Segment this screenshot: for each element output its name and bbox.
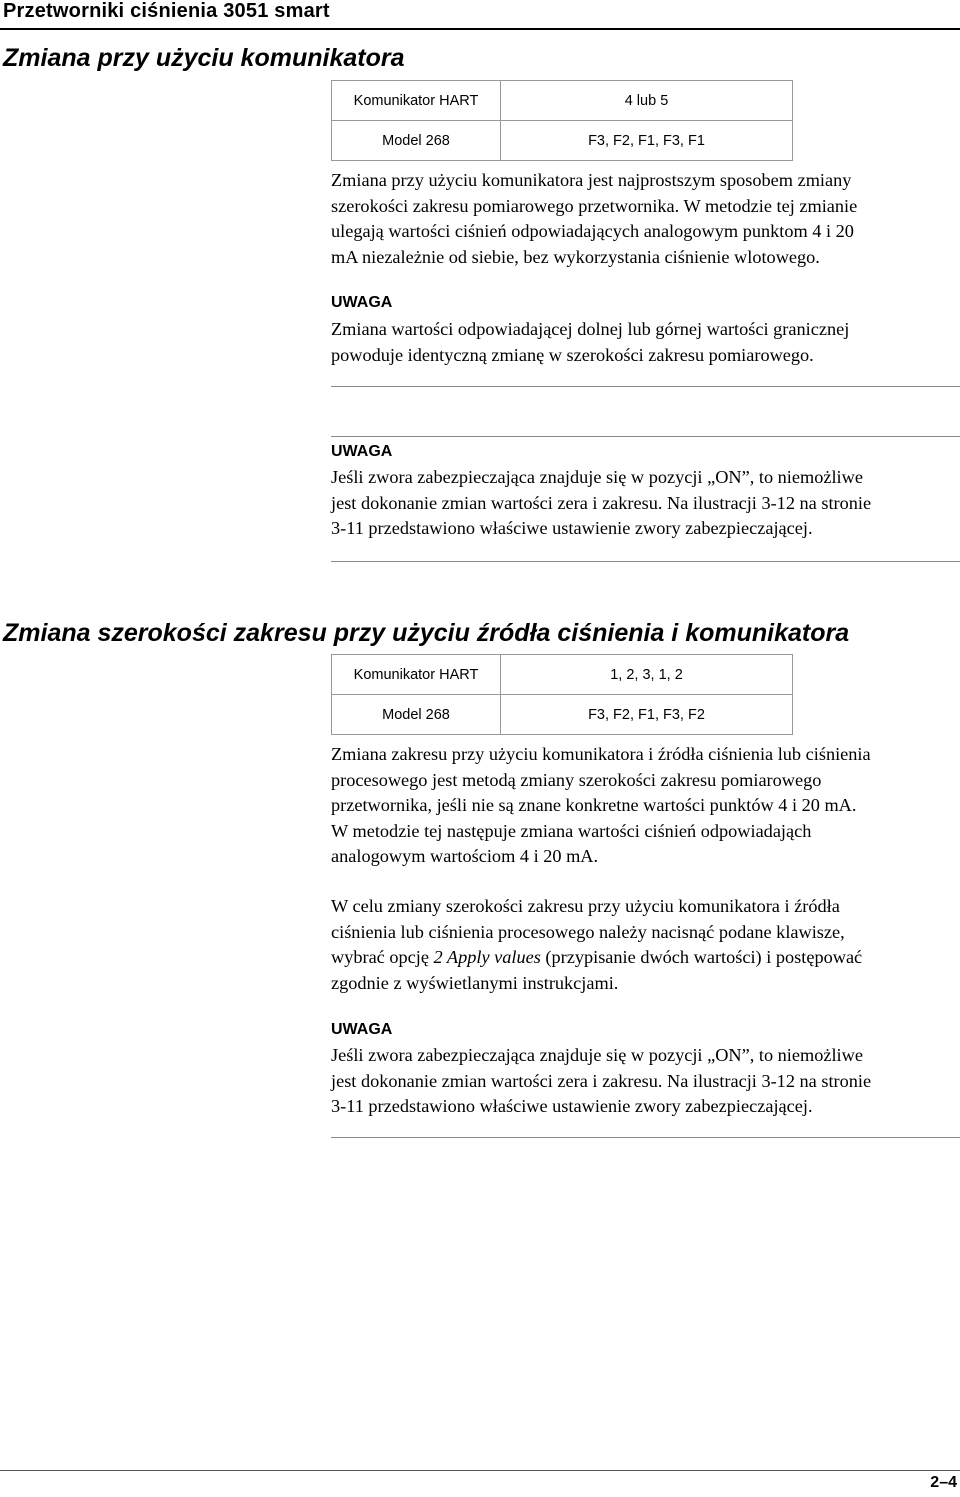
note-text <box>331 465 960 542</box>
keys-cell: F3, F2, F1, F3, F1 <box>501 121 793 161</box>
text-run: wybrać opcję <box>331 947 434 968</box>
text-line <box>331 945 960 971</box>
keys-cell: 4 lub 5 <box>501 81 793 121</box>
table-row <box>332 81 793 121</box>
keys-cell: F3, F2, F1, F3, F2 <box>501 695 793 735</box>
text-line: Zmiana zakresu przy użyciu komunikatora i źródła ciśnienia lub ciśnienia <box>331 744 871 764</box>
text-line: powoduje identyczną zmianę w szerokości zakresu pomiarowego. <box>331 344 814 365</box>
body-paragraph <box>331 742 960 870</box>
key-sequence-table <box>331 654 793 735</box>
table-row <box>332 121 793 161</box>
text-line: analogowym wartościom 4 i 20 mA. <box>331 846 599 867</box>
footer-rule <box>0 1470 960 1471</box>
text-line: ulegają wartości ciśnień odpowiadających analogowym punktom 4 i 20 <box>331 221 854 242</box>
text-line: ciśnienia lub ciśnienia procesowego należy nacisnąć podane klawisze, <box>331 921 845 942</box>
text-line: mA niezależnie od siebie, bez wykorzystania ciśnienie wlotowego. <box>331 246 820 267</box>
note-text <box>331 1043 960 1120</box>
note-rule <box>331 436 960 437</box>
key-sequence-table <box>331 80 793 161</box>
option-name: 2 Apply values <box>433 947 541 968</box>
text-line: zgodnie z wyświetlanymi instrukcjami. <box>331 972 619 993</box>
text-line: jest dokonanie zmian wartości zera i zakresu. Na ilustracji 3-12 na stronie <box>331 1070 872 1091</box>
note-rule <box>331 1137 960 1138</box>
note-heading: UWAGA <box>331 443 393 460</box>
device-cell: Model 268 <box>332 121 501 161</box>
text-line: Zmiana wartości odpowiadającej dolnej lub górnej wartości granicznej <box>331 319 850 339</box>
text-line: Jeśli zwora zabezpieczająca znajduje się w pozycji „ON”, to niemożliwe <box>331 1045 863 1065</box>
section-title: Zmiana przy użyciu komunikatora <box>3 44 405 72</box>
device-cell: Komunikator HART <box>332 81 501 121</box>
body-paragraph <box>331 894 960 996</box>
text-line: procesowego jest metodą zmiany szerokości zakresu pomiarowego <box>331 769 822 790</box>
note-rule <box>331 561 960 562</box>
running-header: Przetworniki ciśnienia 3051 smart <box>3 0 330 22</box>
table-row <box>332 695 793 735</box>
device-cell: Komunikator HART <box>332 655 501 695</box>
text-line: Jeśli zwora zabezpieczająca znajduje się w pozycji „ON”, to niemożliwe <box>331 467 863 487</box>
body-paragraph <box>331 168 960 270</box>
text-line: W metodzie tej następuje zmiana wartości ciśnień odpowiadająch <box>331 820 812 841</box>
header-rule <box>0 28 960 30</box>
text-line: 3-11 przedstawiono właściwe ustawienie zwory zabezpieczającej. <box>331 518 813 539</box>
text-run: (przypisanie dwóch wartości) i postępować <box>540 947 863 968</box>
text-line: szerokości zakresu pomiarowego przetwornika. W metodzie tej zmianie <box>331 195 858 216</box>
text-line: 3-11 przedstawiono właściwe ustawienie zwory zabezpieczającej. <box>331 1096 813 1117</box>
device-cell: Model 268 <box>332 695 501 735</box>
section-title: Zmiana szerokości zakresu przy użyciu źródła ciśnienia i komunikatora <box>3 619 850 647</box>
note-rule <box>331 386 960 387</box>
text-line: przetwornika, jeśli nie są znane konkretne wartości punktów 4 i 20 mA. <box>331 795 857 816</box>
page-number: 2–4 <box>930 1474 957 1491</box>
note-text <box>331 317 960 368</box>
text-line: W celu zmiany szerokości zakresu przy użyciu komunikatora i źródła <box>331 896 840 916</box>
text-line: jest dokonanie zmian wartości zera i zakresu. Na ilustracji 3-12 na stronie <box>331 492 872 513</box>
text-line: Zmiana przy użyciu komunikatora jest najprostszym sposobem zmiany <box>331 170 852 190</box>
keys-cell: 1, 2, 3, 1, 2 <box>501 655 793 695</box>
note-heading: UWAGA <box>331 294 393 311</box>
table-row <box>332 655 793 695</box>
note-heading: UWAGA <box>331 1021 393 1038</box>
